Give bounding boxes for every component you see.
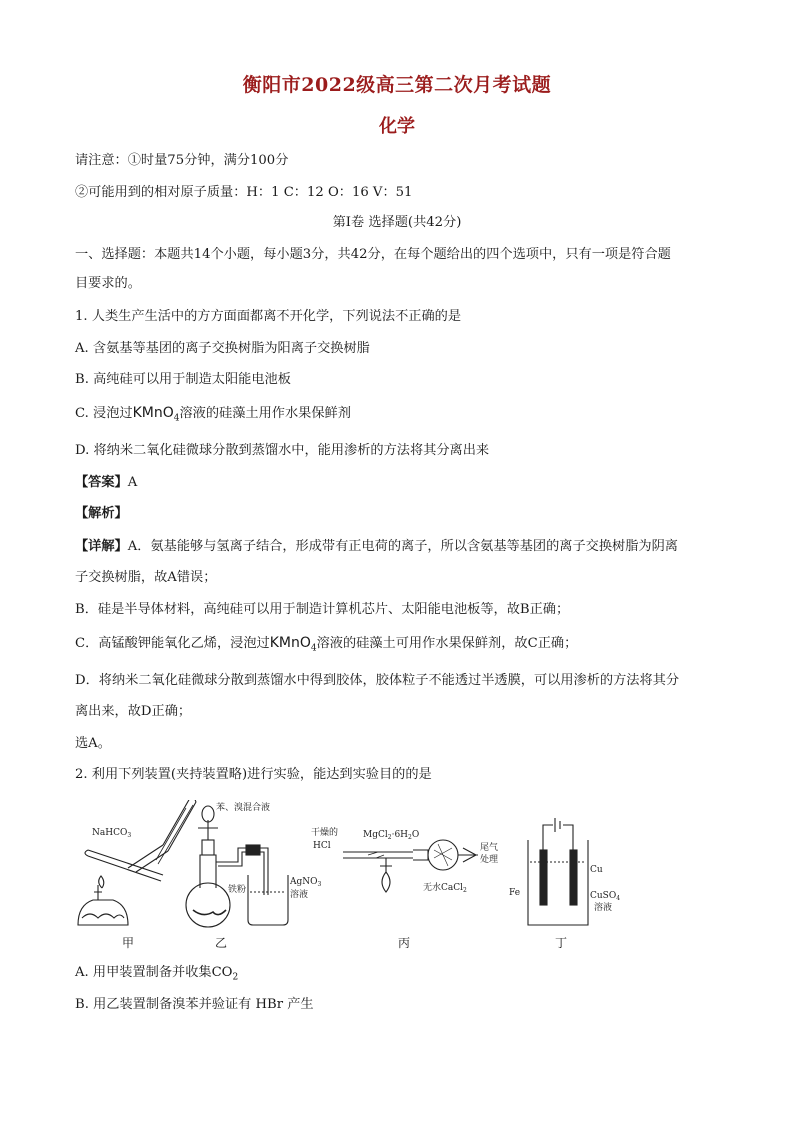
yi-top-label: 苯、溴混合液 bbox=[216, 803, 271, 813]
apparatus-jia bbox=[78, 800, 196, 925]
q1-option-a: A. 含氨基等基团的离子交换树脂为阳离子交换树脂 bbox=[75, 341, 370, 356]
bing-cacl-label: 无水CaCl$_2$ bbox=[423, 883, 467, 894]
note-1: 请注意：①时量75分钟，满分100分 bbox=[75, 153, 289, 168]
yi-agno3-label: AgNO$_3$ bbox=[290, 877, 322, 888]
yi-iron-label: 铁粉 bbox=[228, 885, 247, 895]
q1-conclusion: 选A。 bbox=[75, 736, 111, 751]
q2-option-a-text: A. 用甲装置制备并收集CO bbox=[75, 965, 233, 980]
jia-label: NaHCO$_3$ bbox=[92, 828, 132, 839]
answer-value: A bbox=[127, 475, 138, 490]
q2-stem: 2. 利用下列装置(夹持装置略)进行实验，能达到实验目的的是 bbox=[75, 767, 432, 782]
q1-option-d: D. 将纳米二氧化硅微球分散到蒸馏水中，能用渗析的方法将其分离出来 bbox=[75, 443, 490, 458]
yi-solution-label: 溶液 bbox=[290, 890, 309, 900]
q1-option-c-post: 溶液的硅藻土用作水果保鲜剂 bbox=[179, 406, 351, 421]
apparatus-yi bbox=[186, 801, 322, 927]
ding-fe-label: Fe bbox=[509, 888, 521, 898]
bing-tail-label-2: 处理 bbox=[480, 855, 499, 865]
ding-cu-label: Cu bbox=[590, 865, 603, 875]
caption-jia: 甲 bbox=[122, 936, 135, 950]
q1-stem: 1. 人类生产生活中的方方面面都离不开化学，下列说法不正确的是 bbox=[75, 309, 462, 324]
q1-option-b: B. 高纯硅可以用于制造太阳能电池板 bbox=[75, 372, 291, 387]
bing-hcl-label: HCl bbox=[313, 841, 331, 851]
caption-yi: 乙 bbox=[215, 936, 228, 950]
q1-explain-d1: D．将纳米二氧化硅微球分散到蒸馏水中得到胶体，胶体粒子不能透过半透膜，可以用渗析的方法将其分 bbox=[75, 673, 680, 688]
explain-c-pre: C．高锰酸钾能氧化乙烯，浸泡过 bbox=[75, 636, 270, 651]
explain-a1-text: A．氨基能够与氢离子结合，形成带有正电荷的离子，所以含氨基等基团的离子交换树脂为阴离 bbox=[127, 539, 678, 554]
kmno4-formula: KMnO bbox=[132, 405, 174, 421]
analysis-tag: 【解析】 bbox=[75, 506, 128, 521]
kmno4-formula-2: KMnO bbox=[269, 635, 311, 651]
answer-tag: 【答案】 bbox=[75, 475, 128, 490]
q2-option-b: B. 用乙装置制备溴苯并验证有 HBr 产生 bbox=[75, 997, 314, 1012]
q1-option-c-pre: C. 浸泡过 bbox=[75, 406, 133, 421]
apparatus-ding bbox=[509, 818, 620, 925]
q1-explain-a2: 子交换树脂，故A错误； bbox=[75, 570, 217, 585]
q1-answer bbox=[75, 474, 725, 492]
ding-cuso4-label: CuSO$_4$ bbox=[590, 891, 621, 902]
section-intro-line1: 一、选择题：本题共14个小题，每小题3分，共42分，在每个题给出的四个选项中，只有一项是符合题 bbox=[75, 247, 671, 262]
apparatus-bing bbox=[311, 826, 498, 894]
q1-explain-b: B．硅是半导体材料，高纯硅可以用于制造计算机芯片、太阳能电池板等，故B正确； bbox=[75, 602, 570, 617]
bing-dry-label: 干燥的 bbox=[311, 828, 339, 838]
q1-explain-a1 bbox=[75, 538, 725, 556]
bing-mgcl-label: $MgCl_2\cdot 6H_2O$ bbox=[363, 830, 420, 841]
note-2: ②可能用到的相对原子质量：H：1 C：12 O：16 V：51 bbox=[75, 185, 413, 200]
exam-subject: 化学 bbox=[379, 116, 415, 137]
explain-c-post: 溶液的硅藻土可用作水果保鲜剂，故C正确； bbox=[316, 636, 578, 651]
q2-option-a bbox=[75, 964, 725, 987]
q1-option-c bbox=[75, 404, 725, 428]
section-title: 第Ⅰ卷 选择题(共42分) bbox=[332, 215, 462, 230]
kmno4-subscript: 4 bbox=[173, 413, 180, 424]
exam-title: 衡阳市2022级高三第二次月考试题 bbox=[242, 74, 552, 96]
detail-tag: 【详解】 bbox=[75, 539, 128, 554]
bing-tail-label-1: 尾气 bbox=[480, 843, 499, 853]
q1-explain-c bbox=[75, 634, 725, 658]
caption-ding: 丁 bbox=[555, 936, 568, 950]
apparatus-figure bbox=[68, 800, 658, 945]
co2-subscript: 2 bbox=[232, 972, 239, 983]
q1-explain-d2: 离出来，故D正确； bbox=[75, 704, 192, 719]
section-intro-line2: 目要求的。 bbox=[75, 276, 141, 291]
kmno4-subscript-2: 4 bbox=[310, 643, 317, 654]
ding-solution-label: 溶液 bbox=[594, 903, 613, 913]
caption-bing: 丙 bbox=[398, 936, 411, 950]
